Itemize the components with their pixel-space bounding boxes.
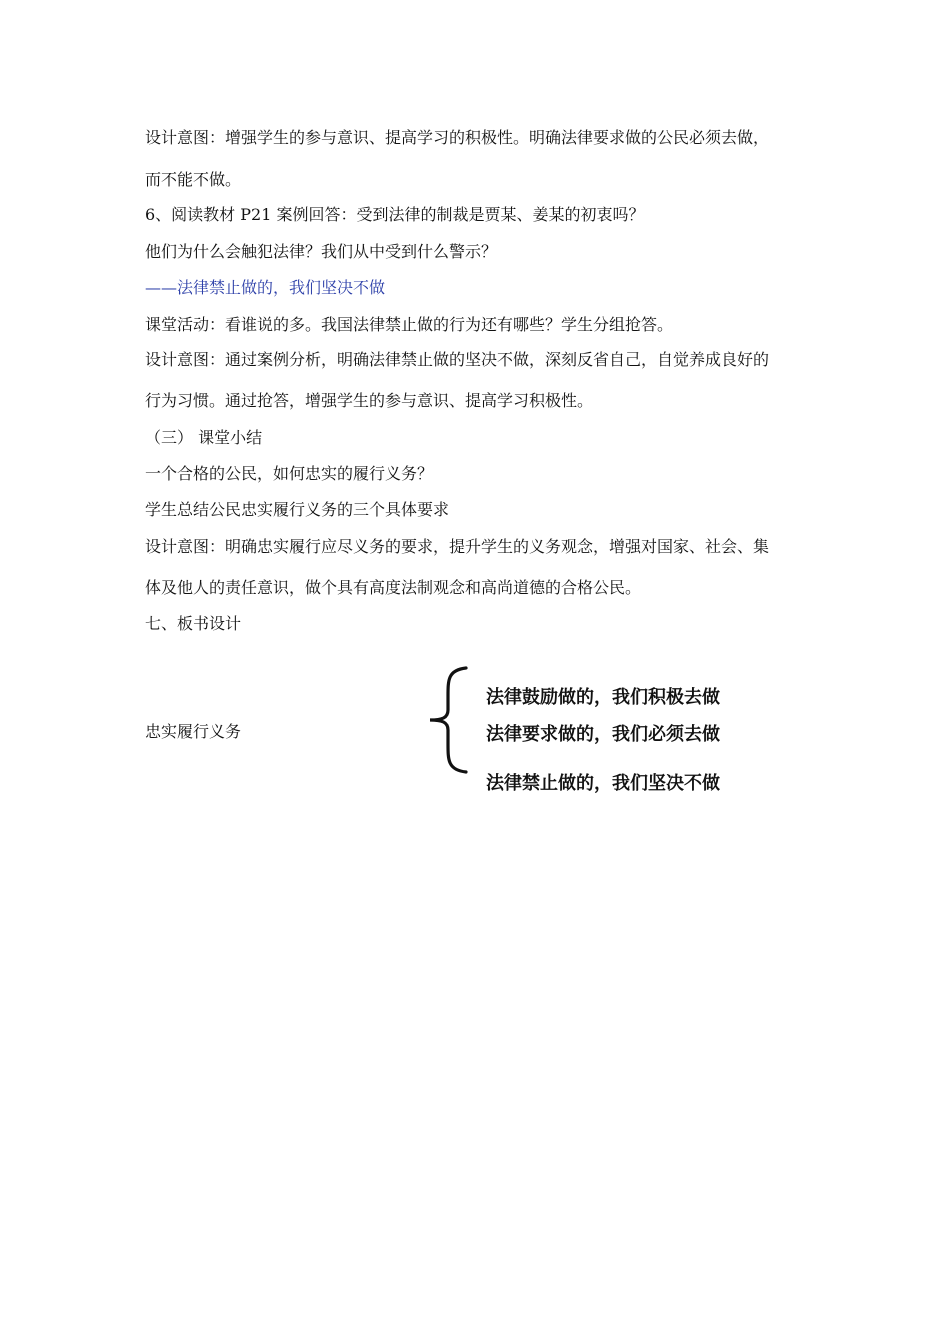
curly-brace-icon — [422, 666, 470, 774]
board-item-encouraged: 法律鼓励做的，我们积极去做 — [486, 687, 720, 708]
board-item-prohibited: 法律禁止做的，我们坚决不做 — [486, 773, 720, 794]
design-intent-2-line-2: 行为习惯。通过抢答，增强学生的参与意识、提高学习积极性。 — [145, 391, 594, 410]
section-board-heading: 七、板书设计 — [145, 614, 242, 633]
design-intent-1-line-2: 而不能不做。 — [145, 170, 242, 189]
summary-question: 一个合格的公民，如何忠实的履行义务？ — [145, 464, 434, 483]
board-title: 忠实履行义务 — [145, 722, 242, 741]
design-intent-1-line-1: 设计意图：增强学生的参与意识、提高学习的积极性。明确法律要求做的公民必须去做， — [145, 128, 770, 147]
design-intent-2-line-1: 设计意图：通过案例分析，明确法律禁止做的坚决不做，深刻反省自己，自觉养成良好的 — [145, 350, 770, 369]
design-intent-3-line-2: 体及他人的责任意识，做个具有高度法制观念和高尚道德的合格公民。 — [145, 578, 642, 597]
question-6-line-2: 他们为什么会触犯法律？我们从中受到什么警示？ — [145, 242, 498, 261]
key-point-heading: ——法律禁止做的，我们坚决不做 — [145, 278, 386, 297]
section-summary-heading: （三） 课堂小结 — [145, 428, 263, 447]
summary-task: 学生总结公民忠实履行义务的三个具体要求 — [145, 500, 450, 519]
board-item-required: 法律要求做的，我们必须去做 — [486, 724, 720, 745]
class-activity: 课堂活动：看谁说的多。我国法律禁止做的行为还有哪些？学生分组抢答。 — [145, 315, 674, 334]
design-intent-3-line-1: 设计意图：明确忠实履行应尽义务的要求，提升学生的义务观念，增强对国家、社会、集 — [145, 537, 770, 556]
question-6-line-1: 6、阅读教材 P21 案例回答：受到法律的制裁是贾某、姜某的初衷吗？ — [145, 205, 645, 224]
